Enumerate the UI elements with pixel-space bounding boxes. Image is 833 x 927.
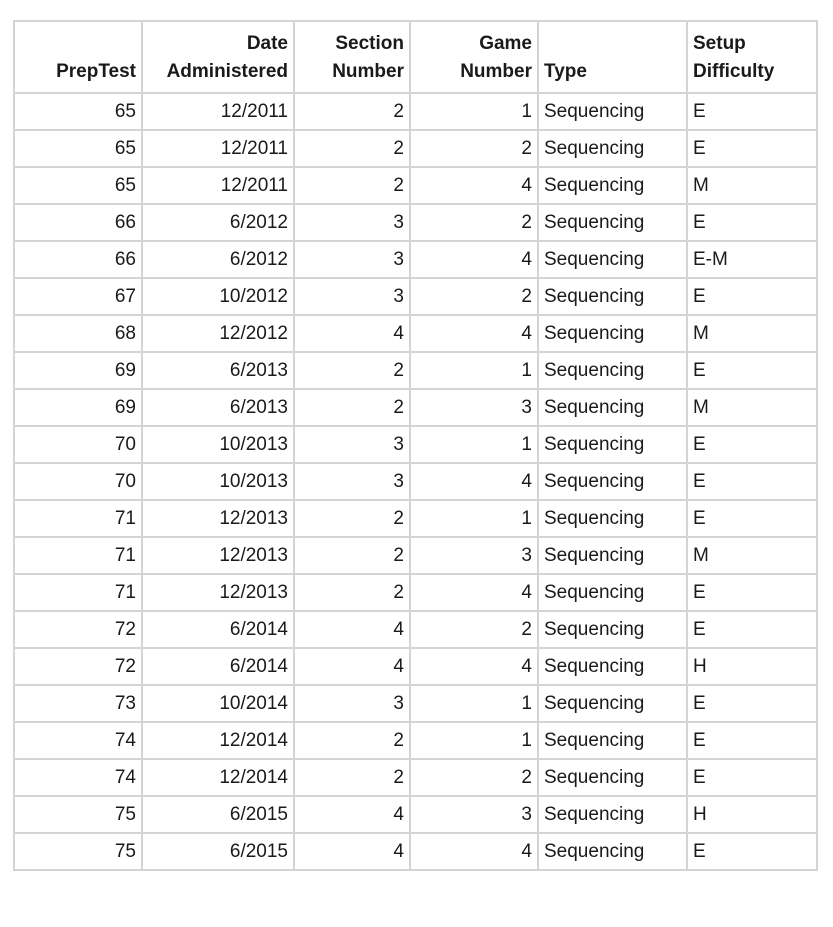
cell-date-administered: 6/2013 xyxy=(142,352,294,389)
cell-type: Sequencing xyxy=(538,93,687,130)
table-body xyxy=(14,93,817,870)
table-row xyxy=(14,352,817,389)
cell-section-number: 3 xyxy=(294,426,410,463)
cell-preptest: 73 xyxy=(14,685,142,722)
cell-setup-difficulty: E xyxy=(687,685,817,722)
cell-game-number: 1 xyxy=(410,93,538,130)
cell-type: Sequencing xyxy=(538,130,687,167)
cell-type: Sequencing xyxy=(538,426,687,463)
cell-section-number: 2 xyxy=(294,500,410,537)
cell-setup-difficulty: E xyxy=(687,204,817,241)
table-row xyxy=(14,241,817,278)
cell-date-administered: 12/2011 xyxy=(142,93,294,130)
cell-game-number: 4 xyxy=(410,463,538,500)
cell-setup-difficulty: E xyxy=(687,759,817,796)
cell-section-number: 2 xyxy=(294,722,410,759)
cell-setup-difficulty: E xyxy=(687,278,817,315)
table-row xyxy=(14,759,817,796)
cell-type: Sequencing xyxy=(538,537,687,574)
cell-type: Sequencing xyxy=(538,278,687,315)
cell-game-number: 3 xyxy=(410,796,538,833)
cell-section-number: 2 xyxy=(294,93,410,130)
cell-preptest: 65 xyxy=(14,93,142,130)
table-row xyxy=(14,278,817,315)
cell-setup-difficulty: E xyxy=(687,130,817,167)
cell-game-number: 4 xyxy=(410,833,538,870)
cell-section-number: 3 xyxy=(294,278,410,315)
cell-preptest: 74 xyxy=(14,722,142,759)
table-row xyxy=(14,648,817,685)
cell-type: Sequencing xyxy=(538,722,687,759)
cell-game-number: 4 xyxy=(410,574,538,611)
table-row xyxy=(14,574,817,611)
cell-type: Sequencing xyxy=(538,685,687,722)
cell-setup-difficulty: H xyxy=(687,796,817,833)
cell-date-administered: 6/2014 xyxy=(142,611,294,648)
cell-preptest: 71 xyxy=(14,574,142,611)
cell-type: Sequencing xyxy=(538,500,687,537)
header-type-line-2: Type xyxy=(544,61,587,82)
cell-preptest: 65 xyxy=(14,167,142,204)
cell-preptest: 68 xyxy=(14,315,142,352)
cell-section-number: 4 xyxy=(294,611,410,648)
cell-date-administered: 6/2012 xyxy=(142,241,294,278)
header-date-administered xyxy=(142,21,294,93)
cell-preptest: 69 xyxy=(14,352,142,389)
cell-type: Sequencing xyxy=(538,167,687,204)
table-row xyxy=(14,796,817,833)
cell-date-administered: 10/2014 xyxy=(142,685,294,722)
cell-type: Sequencing xyxy=(538,204,687,241)
cell-date-administered: 6/2013 xyxy=(142,389,294,426)
cell-game-number: 2 xyxy=(410,130,538,167)
cell-date-administered: 6/2015 xyxy=(142,796,294,833)
cell-game-number: 2 xyxy=(410,278,538,315)
cell-preptest: 65 xyxy=(14,130,142,167)
cell-preptest: 66 xyxy=(14,241,142,278)
cell-section-number: 3 xyxy=(294,241,410,278)
cell-preptest: 69 xyxy=(14,389,142,426)
cell-date-administered: 12/2011 xyxy=(142,167,294,204)
cell-setup-difficulty: H xyxy=(687,648,817,685)
cell-preptest: 66 xyxy=(14,204,142,241)
cell-game-number: 4 xyxy=(410,315,538,352)
preptest-table xyxy=(13,20,818,871)
cell-section-number: 2 xyxy=(294,389,410,426)
table-row xyxy=(14,685,817,722)
cell-setup-difficulty: E xyxy=(687,574,817,611)
cell-type: Sequencing xyxy=(538,648,687,685)
cell-section-number: 2 xyxy=(294,537,410,574)
cell-type: Sequencing xyxy=(538,759,687,796)
cell-date-administered: 10/2013 xyxy=(142,463,294,500)
cell-game-number: 1 xyxy=(410,352,538,389)
cell-game-number: 1 xyxy=(410,685,538,722)
table-row xyxy=(14,426,817,463)
table-row xyxy=(14,389,817,426)
cell-date-administered: 6/2012 xyxy=(142,204,294,241)
cell-setup-difficulty: M xyxy=(687,537,817,574)
cell-section-number: 4 xyxy=(294,315,410,352)
cell-date-administered: 12/2011 xyxy=(142,130,294,167)
cell-section-number: 4 xyxy=(294,796,410,833)
cell-preptest: 72 xyxy=(14,648,142,685)
header-section-line-1: Section xyxy=(335,33,404,54)
cell-setup-difficulty: E xyxy=(687,463,817,500)
cell-section-number: 2 xyxy=(294,167,410,204)
header-game-line-2: Number xyxy=(460,61,532,82)
cell-preptest: 74 xyxy=(14,759,142,796)
cell-game-number: 4 xyxy=(410,167,538,204)
cell-setup-difficulty: E xyxy=(687,611,817,648)
cell-setup-difficulty: M xyxy=(687,315,817,352)
table-row xyxy=(14,130,817,167)
cell-date-administered: 12/2013 xyxy=(142,537,294,574)
cell-date-administered: 12/2013 xyxy=(142,574,294,611)
cell-preptest: 75 xyxy=(14,796,142,833)
cell-section-number: 2 xyxy=(294,759,410,796)
cell-game-number: 1 xyxy=(410,722,538,759)
cell-type: Sequencing xyxy=(538,389,687,426)
cell-preptest: 70 xyxy=(14,463,142,500)
table-row xyxy=(14,315,817,352)
cell-date-administered: 12/2012 xyxy=(142,315,294,352)
cell-preptest: 75 xyxy=(14,833,142,870)
header-date-line-1: Date xyxy=(246,33,288,54)
cell-date-administered: 10/2013 xyxy=(142,426,294,463)
header-game-number xyxy=(410,21,538,93)
header-difficulty-line-2: Difficulty xyxy=(693,61,775,82)
header-preptest-line-2: PrepTest xyxy=(56,61,136,82)
cell-type: Sequencing xyxy=(538,315,687,352)
cell-game-number: 1 xyxy=(410,500,538,537)
table-row xyxy=(14,722,817,759)
cell-preptest: 71 xyxy=(14,537,142,574)
cell-section-number: 3 xyxy=(294,463,410,500)
cell-type: Sequencing xyxy=(538,352,687,389)
table-row xyxy=(14,204,817,241)
cell-setup-difficulty: E xyxy=(687,833,817,870)
cell-date-administered: 6/2014 xyxy=(142,648,294,685)
table-row xyxy=(14,167,817,204)
header-type xyxy=(538,21,687,93)
cell-date-administered: 12/2013 xyxy=(142,500,294,537)
cell-preptest: 71 xyxy=(14,500,142,537)
cell-section-number: 3 xyxy=(294,204,410,241)
cell-date-administered: 12/2014 xyxy=(142,759,294,796)
table-row xyxy=(14,611,817,648)
cell-date-administered: 12/2014 xyxy=(142,722,294,759)
header-preptest xyxy=(14,21,142,93)
table-row xyxy=(14,500,817,537)
cell-game-number: 4 xyxy=(410,241,538,278)
cell-type: Sequencing xyxy=(538,574,687,611)
cell-preptest: 67 xyxy=(14,278,142,315)
cell-game-number: 2 xyxy=(410,611,538,648)
cell-type: Sequencing xyxy=(538,796,687,833)
cell-section-number: 4 xyxy=(294,648,410,685)
cell-preptest: 70 xyxy=(14,426,142,463)
header-game-line-1: Game xyxy=(479,33,532,54)
cell-type: Sequencing xyxy=(538,463,687,500)
cell-date-administered: 10/2012 xyxy=(142,278,294,315)
cell-game-number: 3 xyxy=(410,389,538,426)
cell-setup-difficulty: M xyxy=(687,389,817,426)
cell-game-number: 3 xyxy=(410,537,538,574)
cell-setup-difficulty: E xyxy=(687,722,817,759)
cell-section-number: 2 xyxy=(294,574,410,611)
table-row xyxy=(14,93,817,130)
table-row xyxy=(14,537,817,574)
header-setup-difficulty xyxy=(687,21,817,93)
table-row xyxy=(14,463,817,500)
cell-game-number: 2 xyxy=(410,759,538,796)
cell-preptest: 72 xyxy=(14,611,142,648)
cell-type: Sequencing xyxy=(538,611,687,648)
cell-section-number: 2 xyxy=(294,352,410,389)
cell-setup-difficulty: M xyxy=(687,167,817,204)
cell-section-number: 2 xyxy=(294,130,410,167)
cell-setup-difficulty: E-M xyxy=(687,241,817,278)
cell-setup-difficulty: E xyxy=(687,352,817,389)
cell-setup-difficulty: E xyxy=(687,500,817,537)
cell-game-number: 4 xyxy=(410,648,538,685)
header-difficulty-line-1: Setup xyxy=(693,33,746,54)
cell-game-number: 1 xyxy=(410,426,538,463)
header-date-line-2: Administered xyxy=(166,61,288,82)
header-row xyxy=(14,21,817,93)
cell-date-administered: 6/2015 xyxy=(142,833,294,870)
header-section-number xyxy=(294,21,410,93)
table-row xyxy=(14,833,817,870)
cell-setup-difficulty: E xyxy=(687,93,817,130)
cell-setup-difficulty: E xyxy=(687,426,817,463)
preptest-table-container xyxy=(13,20,818,871)
cell-type: Sequencing xyxy=(538,241,687,278)
cell-game-number: 2 xyxy=(410,204,538,241)
header-section-line-2: Number xyxy=(332,61,404,82)
cell-section-number: 3 xyxy=(294,685,410,722)
cell-type: Sequencing xyxy=(538,833,687,870)
cell-section-number: 4 xyxy=(294,833,410,870)
